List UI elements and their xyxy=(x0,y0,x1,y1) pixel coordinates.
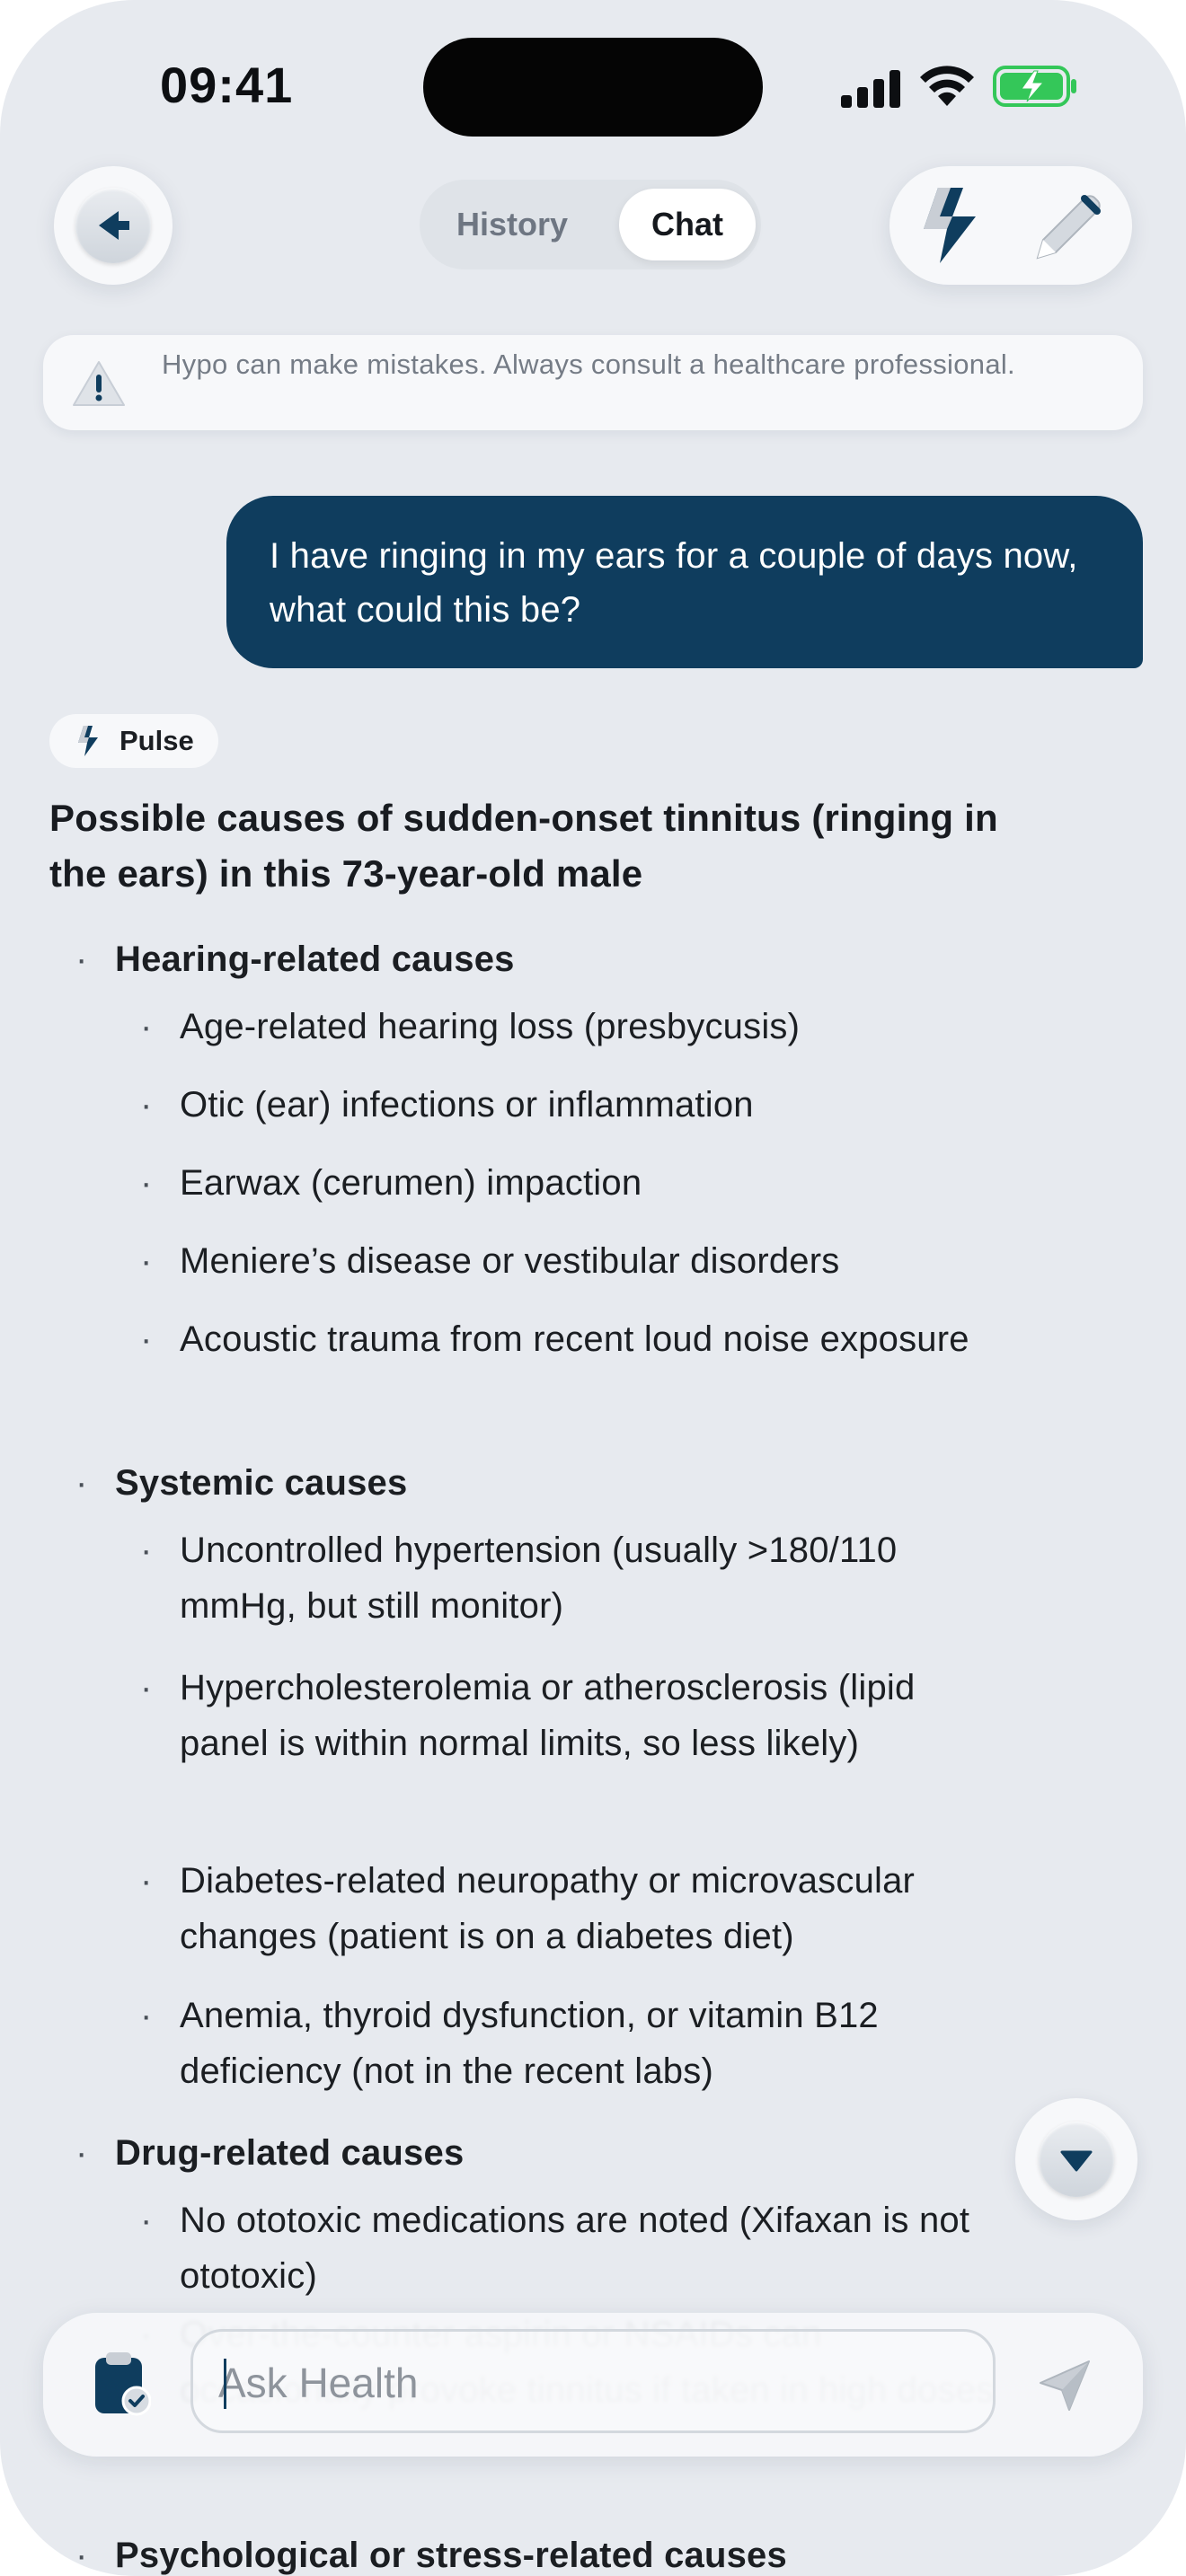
arrow-down-icon xyxy=(1058,2141,1094,2177)
dynamic-island xyxy=(423,38,763,137)
ask-input[interactable] xyxy=(218,2351,973,2414)
tab-history[interactable]: History xyxy=(456,206,569,243)
section-heading: · Drug-related causes xyxy=(115,2125,1058,2181)
list-item: · Otic (ear) infections or inflammation xyxy=(180,1077,1006,1133)
ask-input-box xyxy=(190,2329,996,2433)
section-heading: · Hearing-related causes xyxy=(115,931,1058,987)
list-item: · No ototoxic medications are noted (Xifaxan is not ototoxic) xyxy=(180,2192,1006,2304)
header-actions xyxy=(890,166,1132,285)
cellular-signal-icon xyxy=(841,70,900,108)
disclaimer-text: Hypo can make mistakes. Always consult a healthcare professional. xyxy=(162,348,1015,380)
assistant-badge-label: Pulse xyxy=(119,725,194,756)
list-item: · Anemia, thyroid dysfunction, or vitamin B12 deficiency (not in the recent labs) xyxy=(180,1988,1006,2099)
assistant-badge xyxy=(49,714,218,768)
list-item: · Uncontrolled hypertension (usually >180/110 mmHg, but still monitor) xyxy=(180,1522,1006,1634)
list-item: · Acoustic trauma from recent loud noise exposure xyxy=(180,1311,1006,1367)
wifi-icon xyxy=(918,65,976,108)
pen-icon[interactable] xyxy=(1029,186,1110,267)
list-item: · Diabetes-related neuropathy or microvascular changes (patient is on a diabetes diet) xyxy=(180,1853,1006,1964)
user-message-text: I have ringing in my ears for a couple of days now, what could this be? xyxy=(270,536,1078,630)
section-heading: · Systemic causes xyxy=(115,1455,1058,1511)
scroll-to-bottom-button[interactable] xyxy=(1015,2098,1137,2220)
clipboard-check-icon[interactable] xyxy=(92,2349,151,2417)
message-composer xyxy=(43,2313,1143,2457)
bolt-icon[interactable] xyxy=(913,184,994,267)
battery-charging-icon xyxy=(993,66,1077,107)
list-item: · Meniere’s disease or vestibular disorders xyxy=(180,1233,1006,1289)
warning-icon xyxy=(72,360,126,407)
view-switcher xyxy=(420,180,761,269)
back-button[interactable] xyxy=(54,166,173,285)
response-title: Possible causes of sudden-onset tinnitus (ringing in the ears) in this 73-year-old male xyxy=(49,797,998,895)
section-heading: · Psychological or stress-related causes xyxy=(115,2527,1058,2576)
list-item: · Earwax (cerumen) impaction xyxy=(180,1155,1006,1211)
tab-chat[interactable]: Chat xyxy=(619,189,756,260)
list-item: · Age-related hearing loss (presbycusis) xyxy=(180,999,1006,1054)
list-item: · Hypercholesterolemia or atherosclerosis (lipid panel is within normal limits, so less likely) xyxy=(180,1660,1006,1771)
disclaimer-banner xyxy=(43,335,1143,430)
status-time: 09:41 xyxy=(160,57,294,113)
bolt-icon xyxy=(75,725,102,757)
user-message-bubble xyxy=(226,496,1143,668)
arrow-left-icon xyxy=(95,207,131,243)
text-cursor xyxy=(224,2359,226,2409)
send-icon[interactable] xyxy=(1037,2358,1093,2413)
